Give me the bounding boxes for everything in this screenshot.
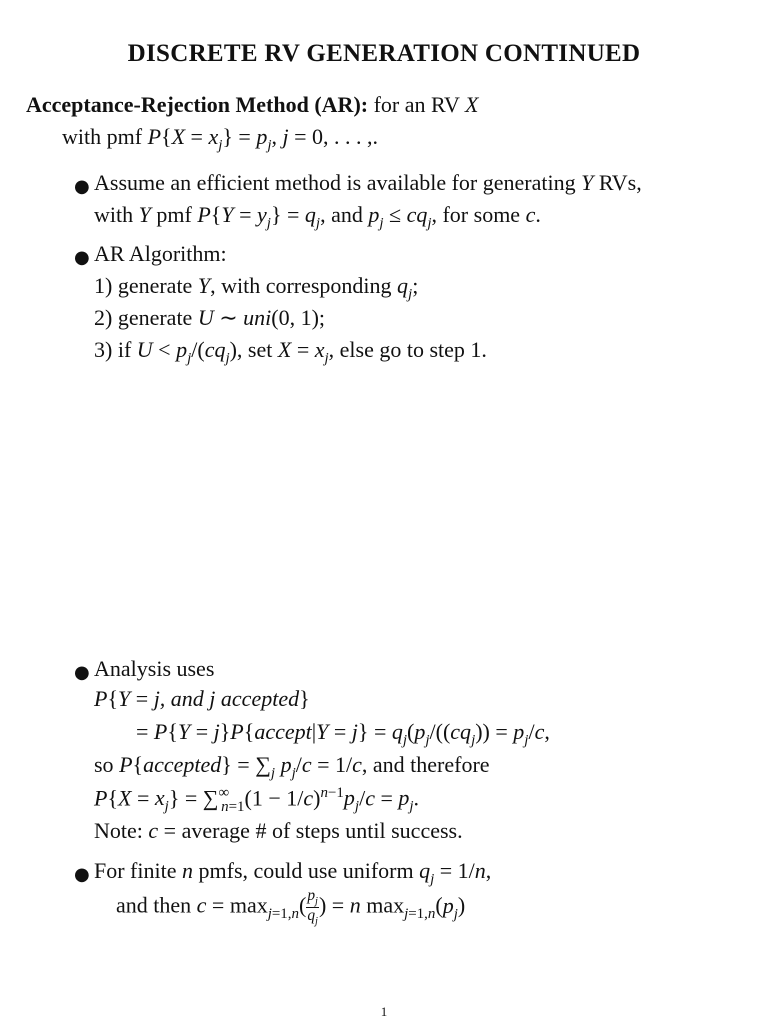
page-number: 1 <box>380 1004 388 1019</box>
bullet3-title: Analysis uses <box>94 656 215 681</box>
page-title: DISCRETE RV GENERATION CONTINUED <box>127 40 641 67</box>
bullet-icon: ● <box>74 247 90 268</box>
bullet-icon: ● <box>74 864 90 885</box>
section-heading <box>26 92 478 118</box>
bullet2-step2: 2) generate U ∼ uni(0, 1); <box>94 305 326 330</box>
bullet1-line2: with Y pmf $P\{Y = y_j\} = q_j$, and $p_j \le cq_j$, for some c. <box>94 202 541 232</box>
bullet-icon: ● <box>74 662 90 683</box>
bullet3-line3: so P{accepted} = $\sum_j$ $p_j/c = 1/c$, and therefore <box>94 752 490 782</box>
bullet1-line1: Assume an efficient method is available for generating Y RVs, <box>94 170 642 195</box>
bullet2-title: AR Algorithm: <box>94 241 227 266</box>
section-heading-bold: Acceptance-Rejection Method (AR): <box>26 92 369 117</box>
bullet4-line2: and then $c = \max_{j=1,n}$( $\frac{p_j}{q_j}$ ) = n $\max_{j=1,n}(p_j)$ <box>116 887 466 928</box>
bullet2-step1: 1) generate Y, with corresponding $q_j$; <box>94 273 419 303</box>
section-subline: with pmf $P\{X = x_j\} = p_j$, j = 0, . . . ,. <box>62 124 379 154</box>
bullet2-step3: 3) if $U < p_j/(cq_j)$, set $X = x_j$, else go to step 1. <box>94 337 487 367</box>
bullet3-line2: = P{Y = j}P{accept|Y = $j\} = q_j(p_j/((cq_j)) = p_j/c$, <box>136 719 550 749</box>
bullet3-line4: $P\{X = x_j\} = \sum^\infty_{n=1}(1 - 1/c)^{n-1}p_j/c = p_j$. <box>94 785 420 815</box>
bullet3-line5: Note: c = average # of steps until success. <box>94 818 463 843</box>
bullet-icon: ● <box>74 176 90 197</box>
bullet3-line1: P{Y = j, and j accepted} <box>94 686 310 711</box>
bullet4-line1: For finite n pmfs, could use uniform $q_j = 1/n$, <box>94 858 492 888</box>
section-heading-rest: for an RV X <box>373 92 479 117</box>
